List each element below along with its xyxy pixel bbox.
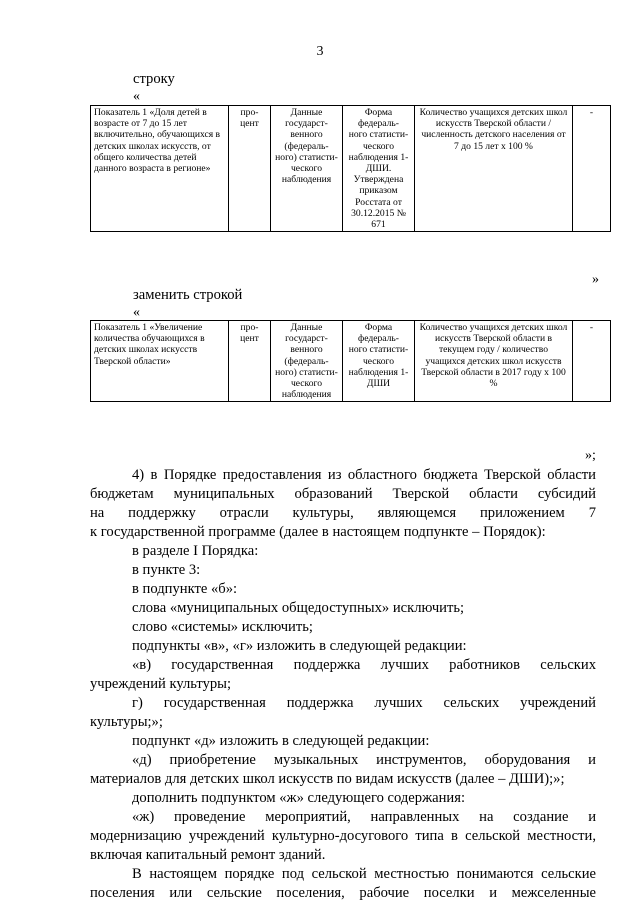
paragraph-line: в пункте 3:	[132, 562, 201, 578]
paragraph-line: бюджетам муниципальных образований Тверской области субсидий	[90, 486, 596, 502]
page-number: 3	[316, 44, 324, 59]
close-quote: »	[592, 272, 599, 287]
source-cell: Данные государст- венного (федераль- ного) статисти- ческого наблюдения	[271, 321, 343, 402]
paragraph-line: 4) в Порядке предоставления из областного бюджета Тверской области	[132, 467, 596, 483]
indicator-cell: Показатель 1 «Доля детей в возрасте от 7 до 15 лет включительно, обучающихся в детских школах искусств, от общего количества детей данного возраста в регионе»	[91, 106, 229, 232]
dash-cell: -	[573, 321, 611, 402]
paragraph-line: на поддержку отрасли культуры, являющемся приложением 7	[90, 505, 596, 521]
close-quote-2: »;	[585, 448, 596, 463]
paragraph-line: В настоящем порядке под сельской местностью понимаются сельские	[132, 866, 596, 882]
indicator-cell: Показатель 1 «Увеличение количества обучающихся в детских школах искусств Тверской области»	[91, 321, 229, 402]
new-indicator-table	[90, 320, 611, 402]
paragraph-line: г) государственная поддержка лучших сельских учреждений	[132, 695, 596, 711]
paragraph-line: «ж) проведение мероприятий, направленных на создание и	[132, 809, 596, 825]
intro-word: строку	[133, 71, 175, 87]
form-cell: Форма федераль- ного статисти- ческого наблюдения 1-ДШИ	[343, 321, 415, 402]
paragraph-line: к государственной программе (далее в настоящем подпункте – Порядок):	[90, 524, 546, 540]
paragraph-line: модернизацию учреждений культурно-досугового типа в сельской местности,	[90, 828, 596, 844]
unit-cell: про- цент	[229, 321, 271, 402]
old-indicator-table	[90, 105, 611, 232]
unit-cell: про- цент	[229, 106, 271, 232]
dash-cell: -	[573, 106, 611, 232]
replace-word: заменить строкой	[133, 287, 243, 303]
paragraph-line: материалов для детских школ искусств по видам искусств (далее – ДШИ);»;	[90, 771, 565, 787]
paragraph-line: «д) приобретение музыкальных инструментов, оборудования и	[132, 752, 596, 768]
paragraph-line: дополнить подпунктом «ж» следующего содержания:	[132, 790, 466, 806]
paragraph-line: слова «муниципальных общедоступных» исключить;	[132, 600, 465, 616]
paragraph-line: подпункт «д» изложить в следующей редакции:	[132, 733, 430, 749]
formula-cell: Количество учащихся детских школ искусств Тверской области в текущем году / количество учащихся детских школ искусств Тверской области в 2017 году х 100 %	[415, 321, 573, 402]
paragraph-line: подпункты «в», «г» изложить в следующей редакции:	[132, 638, 467, 654]
paragraph-line: культуры;»;	[90, 714, 163, 730]
formula-cell: Количество учащихся детских школ искусств Тверской области / численность детского населения от 7 до 15 лет х 100 %	[415, 106, 573, 232]
paragraph-line: «в) государственная поддержка лучших работников сельских	[132, 657, 596, 673]
paragraph-line: поселения или сельские поселения, рабочие поселки и межселенные	[90, 885, 596, 901]
body-text	[90, 466, 596, 903]
table-row	[91, 321, 611, 402]
form-cell: Форма федераль- ного статисти- ческого наблюдения 1-ДШИ. Утверждена приказом Росстата от 30.12.2015 № 671	[343, 106, 415, 232]
paragraph-line: в подпункте «б»:	[132, 581, 238, 597]
paragraph-line: в разделе I Порядка:	[132, 543, 259, 559]
open-quote: «	[133, 89, 140, 104]
source-cell: Данные государст- венного (федераль- ного) статисти- ческого наблюдения	[271, 106, 343, 232]
open-quote-2: «	[133, 305, 140, 320]
paragraph-line: включая капитальный ремонт зданий.	[90, 847, 326, 863]
table-row	[91, 106, 611, 232]
paragraph-line: учреждений культуры;	[90, 676, 232, 692]
paragraph-line: слово «системы» исключить;	[132, 619, 313, 635]
